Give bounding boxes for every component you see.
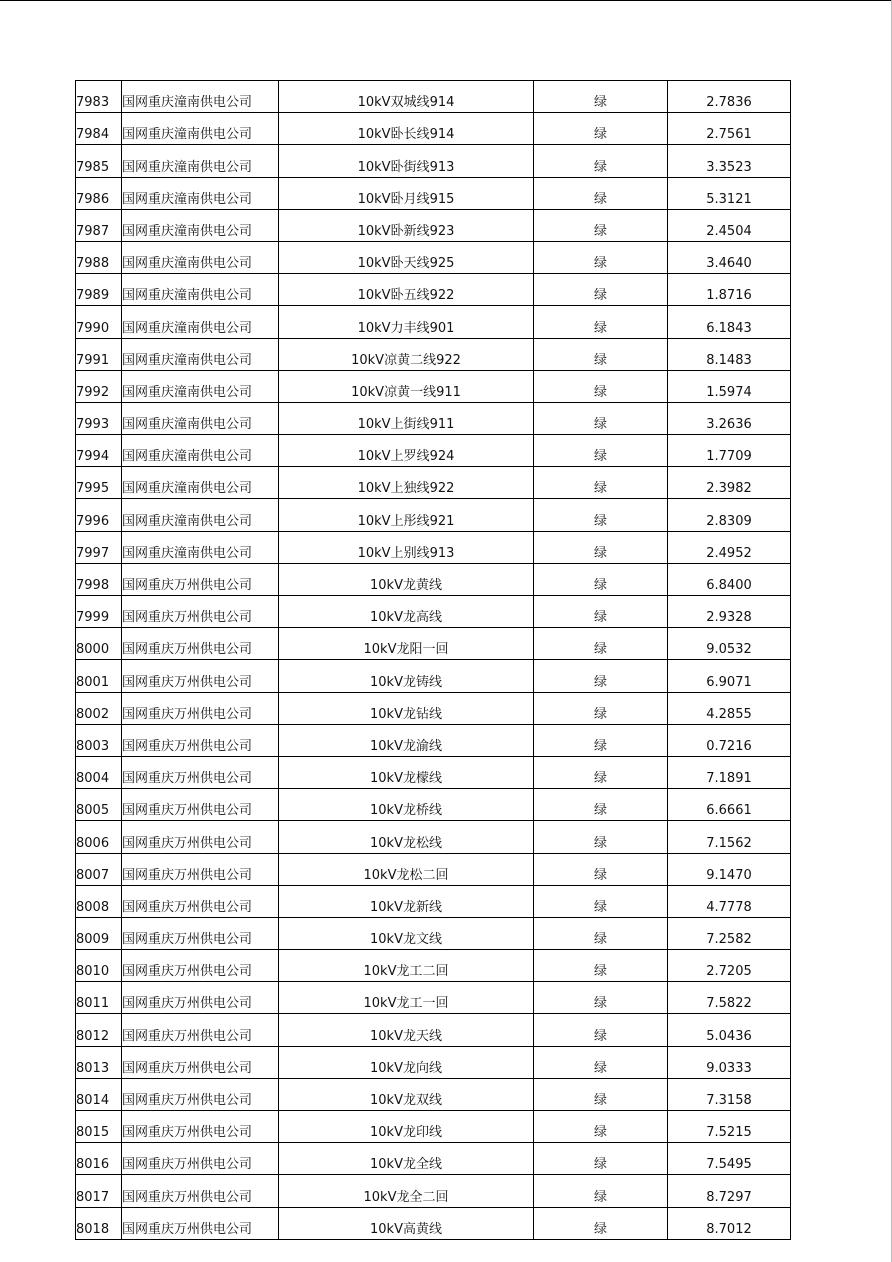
value-cell: 8.1483 xyxy=(668,338,791,370)
row-number: 8016 xyxy=(76,1143,122,1175)
status-cell: 绿 xyxy=(534,177,668,209)
line-name: 10kV龙渝线 xyxy=(279,724,534,756)
line-name: 10kV龙阳一回 xyxy=(279,628,534,660)
row-number: 8005 xyxy=(76,789,122,821)
status-cell: 绿 xyxy=(534,982,668,1014)
value-cell: 1.8716 xyxy=(668,274,791,306)
table-row xyxy=(76,274,791,306)
value-cell: 1.7709 xyxy=(668,435,791,467)
table-row xyxy=(76,1207,791,1239)
row-number: 7998 xyxy=(76,563,122,595)
line-name: 10kV龙文线 xyxy=(279,917,534,949)
value-cell: 7.1891 xyxy=(668,756,791,788)
value-cell: 7.1562 xyxy=(668,821,791,853)
value-cell: 4.7778 xyxy=(668,885,791,917)
value-cell: 8.7012 xyxy=(668,1207,791,1239)
value-cell: 6.1843 xyxy=(668,306,791,338)
status-cell: 绿 xyxy=(534,789,668,821)
line-name: 10kV龙黄线 xyxy=(279,563,534,595)
value-cell: 2.8309 xyxy=(668,499,791,531)
status-cell: 绿 xyxy=(534,950,668,982)
row-number: 7985 xyxy=(76,145,122,177)
company-name: 国网重庆潼南供电公司 xyxy=(122,531,279,563)
table-row xyxy=(76,756,791,788)
company-name: 国网重庆万州供电公司 xyxy=(122,1046,279,1078)
company-name: 国网重庆潼南供电公司 xyxy=(122,274,279,306)
line-name: 10kV上罗线924 xyxy=(279,435,534,467)
line-name: 10kV上彤线921 xyxy=(279,499,534,531)
row-number: 7988 xyxy=(76,241,122,273)
table-row xyxy=(76,1078,791,1110)
table-row xyxy=(76,789,791,821)
value-cell: 3.4640 xyxy=(668,241,791,273)
status-cell: 绿 xyxy=(534,81,668,113)
company-name: 国网重庆万州供电公司 xyxy=(122,982,279,1014)
table-row xyxy=(76,660,791,692)
status-cell: 绿 xyxy=(534,531,668,563)
company-name: 国网重庆潼南供电公司 xyxy=(122,209,279,241)
status-cell: 绿 xyxy=(534,1046,668,1078)
status-cell: 绿 xyxy=(534,885,668,917)
line-name: 10kV龙钻线 xyxy=(279,692,534,724)
value-cell: 9.0532 xyxy=(668,628,791,660)
value-cell: 7.5215 xyxy=(668,1111,791,1143)
row-number: 8014 xyxy=(76,1078,122,1110)
company-name: 国网重庆潼南供电公司 xyxy=(122,370,279,402)
company-name: 国网重庆万州供电公司 xyxy=(122,789,279,821)
value-cell: 6.9071 xyxy=(668,660,791,692)
value-cell: 3.2636 xyxy=(668,402,791,434)
table-row xyxy=(76,370,791,402)
line-name: 10kV龙工二回 xyxy=(279,950,534,982)
value-cell: 2.7205 xyxy=(668,950,791,982)
table-body xyxy=(76,81,791,1240)
table-row xyxy=(76,692,791,724)
page-top-border xyxy=(0,0,892,1)
company-name: 国网重庆万州供电公司 xyxy=(122,596,279,628)
company-name: 国网重庆万州供电公司 xyxy=(122,853,279,885)
line-name: 10kV上街线911 xyxy=(279,402,534,434)
table-row xyxy=(76,1014,791,1046)
table-row xyxy=(76,145,791,177)
status-cell: 绿 xyxy=(534,1175,668,1207)
status-cell: 绿 xyxy=(534,499,668,531)
line-name: 10kV龙铸线 xyxy=(279,660,534,692)
row-number: 7993 xyxy=(76,402,122,434)
company-name: 国网重庆潼南供电公司 xyxy=(122,81,279,113)
company-name: 国网重庆万州供电公司 xyxy=(122,724,279,756)
table-row xyxy=(76,241,791,273)
table-row xyxy=(76,724,791,756)
value-cell: 2.4952 xyxy=(668,531,791,563)
row-number: 7996 xyxy=(76,499,122,531)
row-number: 7995 xyxy=(76,467,122,499)
company-name: 国网重庆万州供电公司 xyxy=(122,885,279,917)
line-name: 10kV龙印线 xyxy=(279,1111,534,1143)
company-name: 国网重庆潼南供电公司 xyxy=(122,306,279,338)
line-name: 10kV高黄线 xyxy=(279,1207,534,1239)
row-number: 7990 xyxy=(76,306,122,338)
value-cell: 2.7836 xyxy=(668,81,791,113)
company-name: 国网重庆万州供电公司 xyxy=(122,756,279,788)
row-number: 7999 xyxy=(76,596,122,628)
company-name: 国网重庆潼南供电公司 xyxy=(122,435,279,467)
table-row xyxy=(76,1111,791,1143)
value-cell: 8.7297 xyxy=(668,1175,791,1207)
status-cell: 绿 xyxy=(534,1078,668,1110)
status-cell: 绿 xyxy=(534,338,668,370)
row-number: 7992 xyxy=(76,370,122,402)
value-cell: 1.5974 xyxy=(668,370,791,402)
line-name: 10kV龙全线 xyxy=(279,1143,534,1175)
status-cell: 绿 xyxy=(534,113,668,145)
table-row xyxy=(76,917,791,949)
line-name: 10kV龙工一回 xyxy=(279,982,534,1014)
line-name: 10kV龙新线 xyxy=(279,885,534,917)
company-name: 国网重庆万州供电公司 xyxy=(122,628,279,660)
value-cell: 9.1470 xyxy=(668,853,791,885)
table-row xyxy=(76,1143,791,1175)
row-number: 8007 xyxy=(76,853,122,885)
table-row xyxy=(76,113,791,145)
row-number: 8012 xyxy=(76,1014,122,1046)
row-number: 8015 xyxy=(76,1111,122,1143)
table-row xyxy=(76,1175,791,1207)
status-cell: 绿 xyxy=(534,402,668,434)
company-name: 国网重庆万州供电公司 xyxy=(122,950,279,982)
line-name: 10kV龙双线 xyxy=(279,1078,534,1110)
company-name: 国网重庆潼南供电公司 xyxy=(122,499,279,531)
table-row xyxy=(76,563,791,595)
status-cell: 绿 xyxy=(534,853,668,885)
line-name: 10kV凉黄二线922 xyxy=(279,338,534,370)
table-row xyxy=(76,982,791,1014)
line-name: 10kV龙松二回 xyxy=(279,853,534,885)
line-name: 10kV卧长线914 xyxy=(279,113,534,145)
row-number: 8009 xyxy=(76,917,122,949)
company-name: 国网重庆万州供电公司 xyxy=(122,1078,279,1110)
line-name: 10kV双城线914 xyxy=(279,81,534,113)
company-name: 国网重庆万州供电公司 xyxy=(122,563,279,595)
row-number: 7989 xyxy=(76,274,122,306)
row-number: 8006 xyxy=(76,821,122,853)
company-name: 国网重庆万州供电公司 xyxy=(122,1111,279,1143)
value-cell: 7.2582 xyxy=(668,917,791,949)
row-number: 8018 xyxy=(76,1207,122,1239)
row-number: 8013 xyxy=(76,1046,122,1078)
status-cell: 绿 xyxy=(534,306,668,338)
company-name: 国网重庆潼南供电公司 xyxy=(122,467,279,499)
status-cell: 绿 xyxy=(534,756,668,788)
value-cell: 2.9328 xyxy=(668,596,791,628)
value-cell: 5.3121 xyxy=(668,177,791,209)
row-number: 8003 xyxy=(76,724,122,756)
value-cell: 6.6661 xyxy=(668,789,791,821)
status-cell: 绿 xyxy=(534,596,668,628)
table-row xyxy=(76,338,791,370)
line-name: 10kV凉黄一线911 xyxy=(279,370,534,402)
line-name: 10kV卧街线913 xyxy=(279,145,534,177)
row-number: 8002 xyxy=(76,692,122,724)
table-row xyxy=(76,821,791,853)
company-name: 国网重庆万州供电公司 xyxy=(122,660,279,692)
status-cell: 绿 xyxy=(534,241,668,273)
status-cell: 绿 xyxy=(534,435,668,467)
row-number: 8011 xyxy=(76,982,122,1014)
line-name: 10kV龙全二回 xyxy=(279,1175,534,1207)
line-name: 10kV卧天线925 xyxy=(279,241,534,273)
status-cell: 绿 xyxy=(534,917,668,949)
company-name: 国网重庆潼南供电公司 xyxy=(122,145,279,177)
status-cell: 绿 xyxy=(534,563,668,595)
row-number: 7991 xyxy=(76,338,122,370)
company-name: 国网重庆万州供电公司 xyxy=(122,1207,279,1239)
line-name: 10kV上独线922 xyxy=(279,467,534,499)
line-name: 10kV卧新线923 xyxy=(279,209,534,241)
table-row xyxy=(76,885,791,917)
row-number: 8010 xyxy=(76,950,122,982)
row-number: 7984 xyxy=(76,113,122,145)
line-name: 10kV上别线913 xyxy=(279,531,534,563)
value-cell: 2.7561 xyxy=(668,113,791,145)
table-row xyxy=(76,499,791,531)
status-cell: 绿 xyxy=(534,660,668,692)
row-number: 7994 xyxy=(76,435,122,467)
table-row xyxy=(76,1046,791,1078)
table-row xyxy=(76,531,791,563)
value-cell: 6.8400 xyxy=(668,563,791,595)
table-row xyxy=(76,177,791,209)
row-number: 7987 xyxy=(76,209,122,241)
value-cell: 7.5822 xyxy=(668,982,791,1014)
line-name: 10kV卧月线915 xyxy=(279,177,534,209)
row-number: 8017 xyxy=(76,1175,122,1207)
line-name: 10kV龙向线 xyxy=(279,1046,534,1078)
value-cell: 2.3982 xyxy=(668,467,791,499)
line-name: 10kV龙檬线 xyxy=(279,756,534,788)
company-name: 国网重庆万州供电公司 xyxy=(122,917,279,949)
status-cell: 绿 xyxy=(534,274,668,306)
row-number: 7983 xyxy=(76,81,122,113)
table-row xyxy=(76,306,791,338)
status-cell: 绿 xyxy=(534,724,668,756)
table-row xyxy=(76,402,791,434)
table-row xyxy=(76,81,791,113)
row-number: 8008 xyxy=(76,885,122,917)
row-number: 8001 xyxy=(76,660,122,692)
value-cell: 5.0436 xyxy=(668,1014,791,1046)
data-table xyxy=(75,80,791,1240)
value-cell: 7.3158 xyxy=(668,1078,791,1110)
value-cell: 0.7216 xyxy=(668,724,791,756)
row-number: 8000 xyxy=(76,628,122,660)
company-name: 国网重庆万州供电公司 xyxy=(122,692,279,724)
row-number: 7986 xyxy=(76,177,122,209)
row-number: 7997 xyxy=(76,531,122,563)
value-cell: 2.4504 xyxy=(668,209,791,241)
table-row xyxy=(76,596,791,628)
row-number: 8004 xyxy=(76,756,122,788)
company-name: 国网重庆万州供电公司 xyxy=(122,1014,279,1046)
table-row xyxy=(76,209,791,241)
company-name: 国网重庆万州供电公司 xyxy=(122,821,279,853)
status-cell: 绿 xyxy=(534,370,668,402)
line-name: 10kV龙高线 xyxy=(279,596,534,628)
status-cell: 绿 xyxy=(534,1143,668,1175)
status-cell: 绿 xyxy=(534,1207,668,1239)
value-cell: 4.2855 xyxy=(668,692,791,724)
value-cell: 7.5495 xyxy=(668,1143,791,1175)
table-row xyxy=(76,628,791,660)
company-name: 国网重庆潼南供电公司 xyxy=(122,177,279,209)
status-cell: 绿 xyxy=(534,821,668,853)
table-row xyxy=(76,467,791,499)
table-row xyxy=(76,950,791,982)
status-cell: 绿 xyxy=(534,209,668,241)
value-cell: 3.3523 xyxy=(668,145,791,177)
status-cell: 绿 xyxy=(534,692,668,724)
company-name: 国网重庆潼南供电公司 xyxy=(122,113,279,145)
line-name: 10kV力丰线901 xyxy=(279,306,534,338)
status-cell: 绿 xyxy=(534,145,668,177)
line-name: 10kV龙天线 xyxy=(279,1014,534,1046)
table-row xyxy=(76,435,791,467)
table-row xyxy=(76,853,791,885)
company-name: 国网重庆潼南供电公司 xyxy=(122,338,279,370)
company-name: 国网重庆潼南供电公司 xyxy=(122,402,279,434)
status-cell: 绿 xyxy=(534,628,668,660)
company-name: 国网重庆潼南供电公司 xyxy=(122,241,279,273)
status-cell: 绿 xyxy=(534,1014,668,1046)
value-cell: 9.0333 xyxy=(668,1046,791,1078)
status-cell: 绿 xyxy=(534,467,668,499)
company-name: 国网重庆万州供电公司 xyxy=(122,1143,279,1175)
company-name: 国网重庆万州供电公司 xyxy=(122,1175,279,1207)
status-cell: 绿 xyxy=(534,1111,668,1143)
line-name: 10kV龙桥线 xyxy=(279,789,534,821)
line-name: 10kV龙松线 xyxy=(279,821,534,853)
line-name: 10kV卧五线922 xyxy=(279,274,534,306)
